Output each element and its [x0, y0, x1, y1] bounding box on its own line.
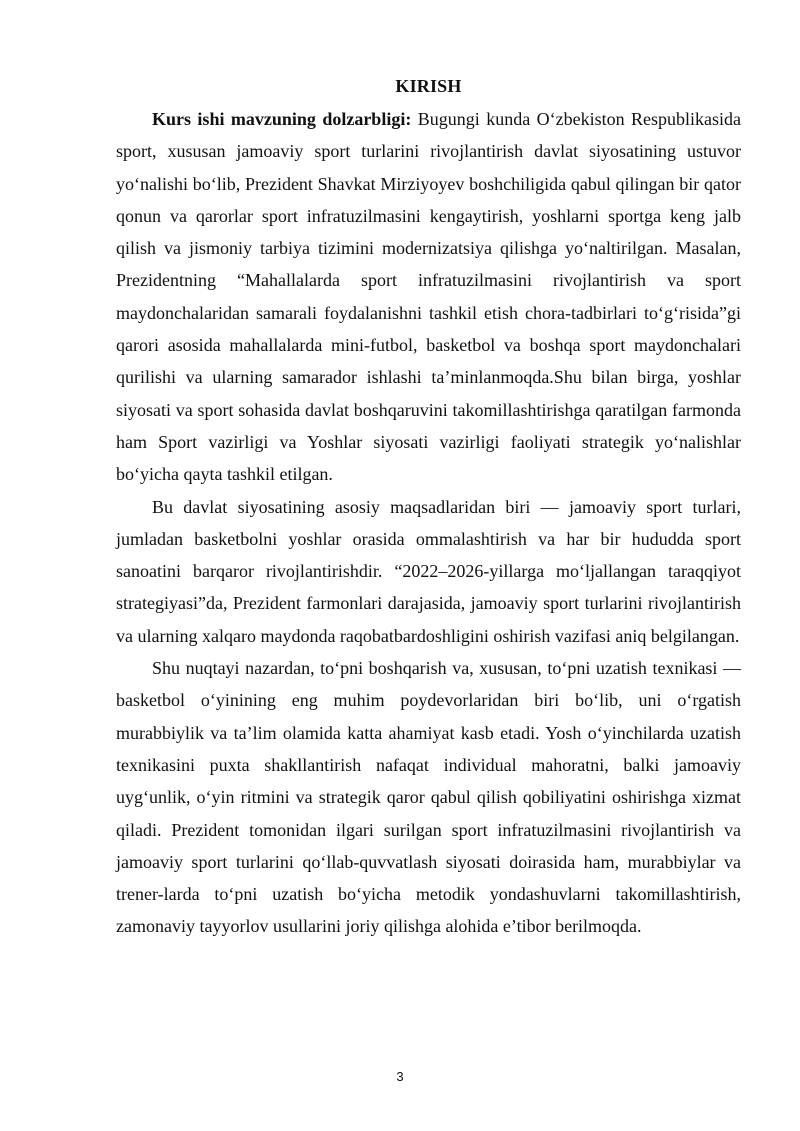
page-number: 3 — [396, 1069, 404, 1084]
paragraph-relevance — [116, 103, 741, 491]
paragraph-text: Shu nuqtayi nazardan, to‘pni boshqarish va, xususan, to‘pni uzatish texnikasi — basketbol o‘yinining eng muhim poydevorlaridan biri bo‘lib, uni o‘rgatish murabbiylik va ta’lim olamida katta ahamiyat kasb etadi. Yosh o‘yinchilarda uzatish texnikasini puxta shakllantirish nafaqat individual mahoratni, balki jamoaviy uyg‘unlik, o‘yin ritmini va strategik qaror qabul qilish qobiliyatini oshirishga xizmat qiladi. Prezident tomonidan ilgari surilgan sport infratuzilmasini rivojlantirish va jamoaviy sport turlarini qo‘llab-quvvatlash siyosati doirasida ham, murabbiylar va trener-larda to‘pni uzatish bo‘yicha metodik yondashuvlarni takomillashtirish, zamonaviy tayyorlov usullarini joriy qilishga alohida e’tibor berilmoqda. — [116, 658, 741, 937]
paragraph-state-policy — [116, 491, 741, 652]
paragraph-text: Bu davlat siyosatining asosiy maqsadlaridan biri — jamoaviy sport turlari, jumladan basketbolni yoshlar orasida ommalashtirish va har bir hududda sport sanoatini barqaror rivojlantirishdir. “2022–2026-yillarga mo‘ljallangan taraqqiyot strategiyasi”da, Prezident farmonlari darajasida, jamoaviy sport turlarini rivojlantirish va ularning xalqaro maydonda raqobatbardoshligini oshirish vazifasi aniq belgilangan. — [116, 496, 741, 646]
document-body — [116, 74, 741, 943]
paragraph-text: Bugungi kunda O‘zbekiston Respublikasida sport, xususan jamoaviy sport turlarini rivojlantirish davlat siyosatining ustuvor yo‘nalishi bo‘lib, Prezident Shavkat Mirziyoyev boshchiligida qabul qilingan bir qator qonun va qarorlar sport infratuzilmasini kengaytirish, yoshlarni sportga keng jalb qilish va jismoniy tarbiya tizimini modernizatsiya qilishga yo‘naltirilgan. Masalan, Prezidentning “Mahallalarda sport infratuzilmasini rivojlantirish va sport maydonchalaridan samarali foydalanishni tashkil etish chora-tadbirlari to‘g‘risida”gi qarori asosida mahallalarda mini-futbol, basketbol va boshqa sport maydonchalari qurilishi va ularning samarador ishlashi ta’minlanmoqda.Shu bilan birga, yoshlar siyosati va sport sohasida davlat boshqaruvini takomillashtirishga qaratilgan farmonda ham Sport vazirligi va Yoshlar siyosati vazirligi faoliyati strategik yo‘nalishlar bo‘yicha qayta tashkil etilgan. — [116, 109, 741, 485]
paragraph-passing-technique — [116, 652, 741, 943]
page-heading: KIRISH — [395, 76, 462, 96]
paragraph-lead: Kurs ishi mavzuning dolzarbligi: — [152, 109, 412, 129]
